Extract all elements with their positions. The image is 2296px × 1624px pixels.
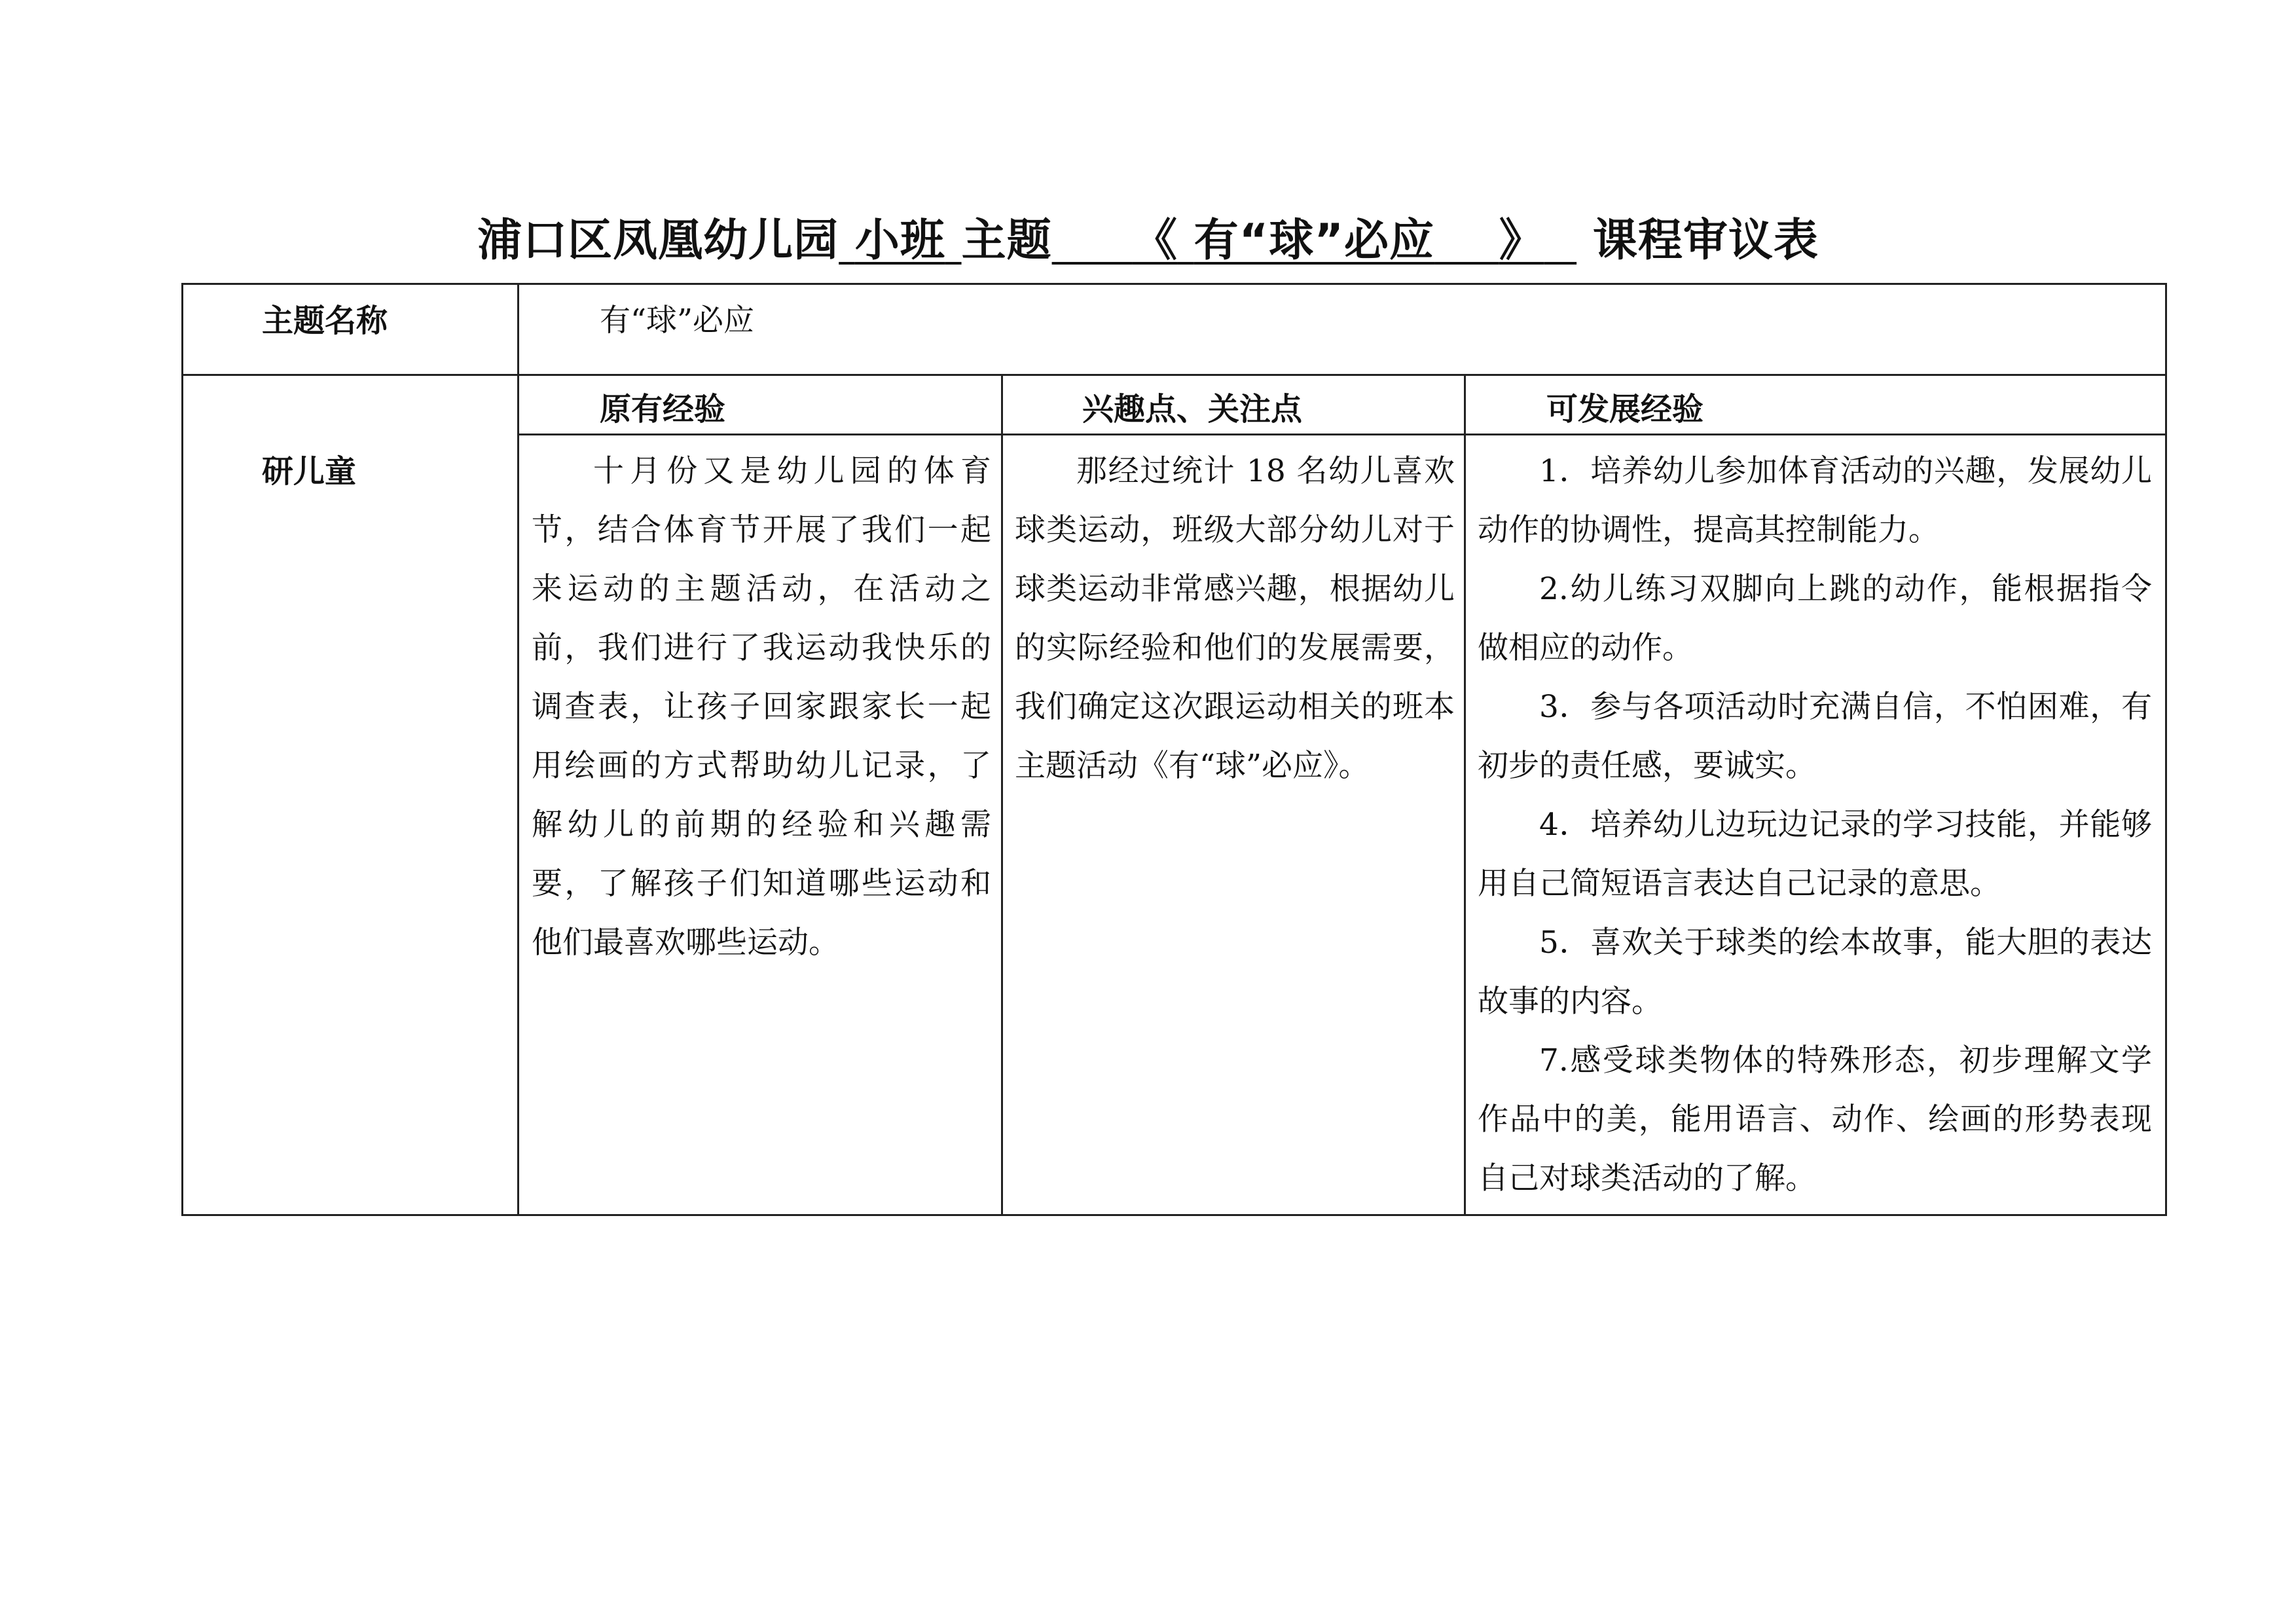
- title-suffix: 课程审议表: [1592, 215, 1819, 267]
- interest-points-text: [1015, 442, 1455, 796]
- header-interest-points: 兴趣点、关注点: [1082, 391, 1303, 428]
- prior-experience-paragraph: 十月份又是幼儿园的体育节，结合体育节开展了我们一起来运动的主题活动，在活动之前，我们进行了我运动我快乐的调查表，让孩子回家跟家长一起用绘画的方式帮助幼儿记录，了解幼儿的前期的经验和兴趣需要，了解孩子们知道哪些运动和他们最喜欢哪些运动。: [532, 453, 991, 961]
- title-school: 浦口区凤凰幼儿园: [477, 215, 839, 267]
- prior-experience-text: [532, 442, 991, 972]
- row-divider-1: [183, 374, 2165, 376]
- study-children-label: 研儿童: [262, 453, 357, 490]
- title-theme-name: 《 有“球”必应 》: [1132, 215, 1544, 267]
- theme-name-value: 有“球”必应: [600, 303, 755, 339]
- title-theme-word: 主题: [961, 215, 1052, 267]
- header-developable-experience: 可发展经验: [1546, 391, 1704, 428]
- develop-item-3: 3．参与各项活动时充满自信，不怕困难，有初步的责任感，要诚实。: [1478, 689, 2152, 784]
- interest-points-paragraph: 那经过统计 18 名幼儿喜欢球类运动，班级大部分幼儿对于球类运动非常感兴趣，根据幼儿的实际经验和他们的发展需要，我们确定这次跟运动相关的班本主题活动《有“球”必应》。: [1015, 453, 1455, 784]
- col-divider-2: [1001, 375, 1003, 1214]
- develop-item-2: 2.幼儿练习双脚向上跳的动作，能根据指令做相应的动作。: [1478, 571, 2152, 666]
- page-title: [0, 208, 2296, 274]
- theme-name-label: 主题名称: [262, 303, 388, 339]
- col-divider-3: [1464, 375, 1466, 1214]
- developable-experience-list: [1478, 442, 2152, 1208]
- develop-item-4: 4．培养幼儿边玩边记录的学习技能，并能够用自己简短语言表达自己记录的意思。: [1478, 807, 2152, 902]
- col-divider-1: [517, 285, 519, 1214]
- title-class-name: 小班: [854, 215, 945, 267]
- develop-item-5: 5．喜欢关于球类的绘本故事，能大胆的表达故事的内容。: [1478, 925, 2152, 1020]
- curriculum-review-table: [181, 283, 2167, 1216]
- header-prior-experience: 原有经验: [600, 391, 726, 428]
- row-divider-2: [519, 434, 2165, 435]
- develop-item-1: 1．培养幼儿参加体育活动的兴趣，发展幼儿动作的协调性，提高其控制能力。: [1478, 453, 2152, 548]
- develop-item-7: 7.感受球类物体的特殊形态，初步理解文学作品中的美，能用语言、动作、绘画的形势表现自己对球类活动的了解。: [1478, 1043, 2152, 1196]
